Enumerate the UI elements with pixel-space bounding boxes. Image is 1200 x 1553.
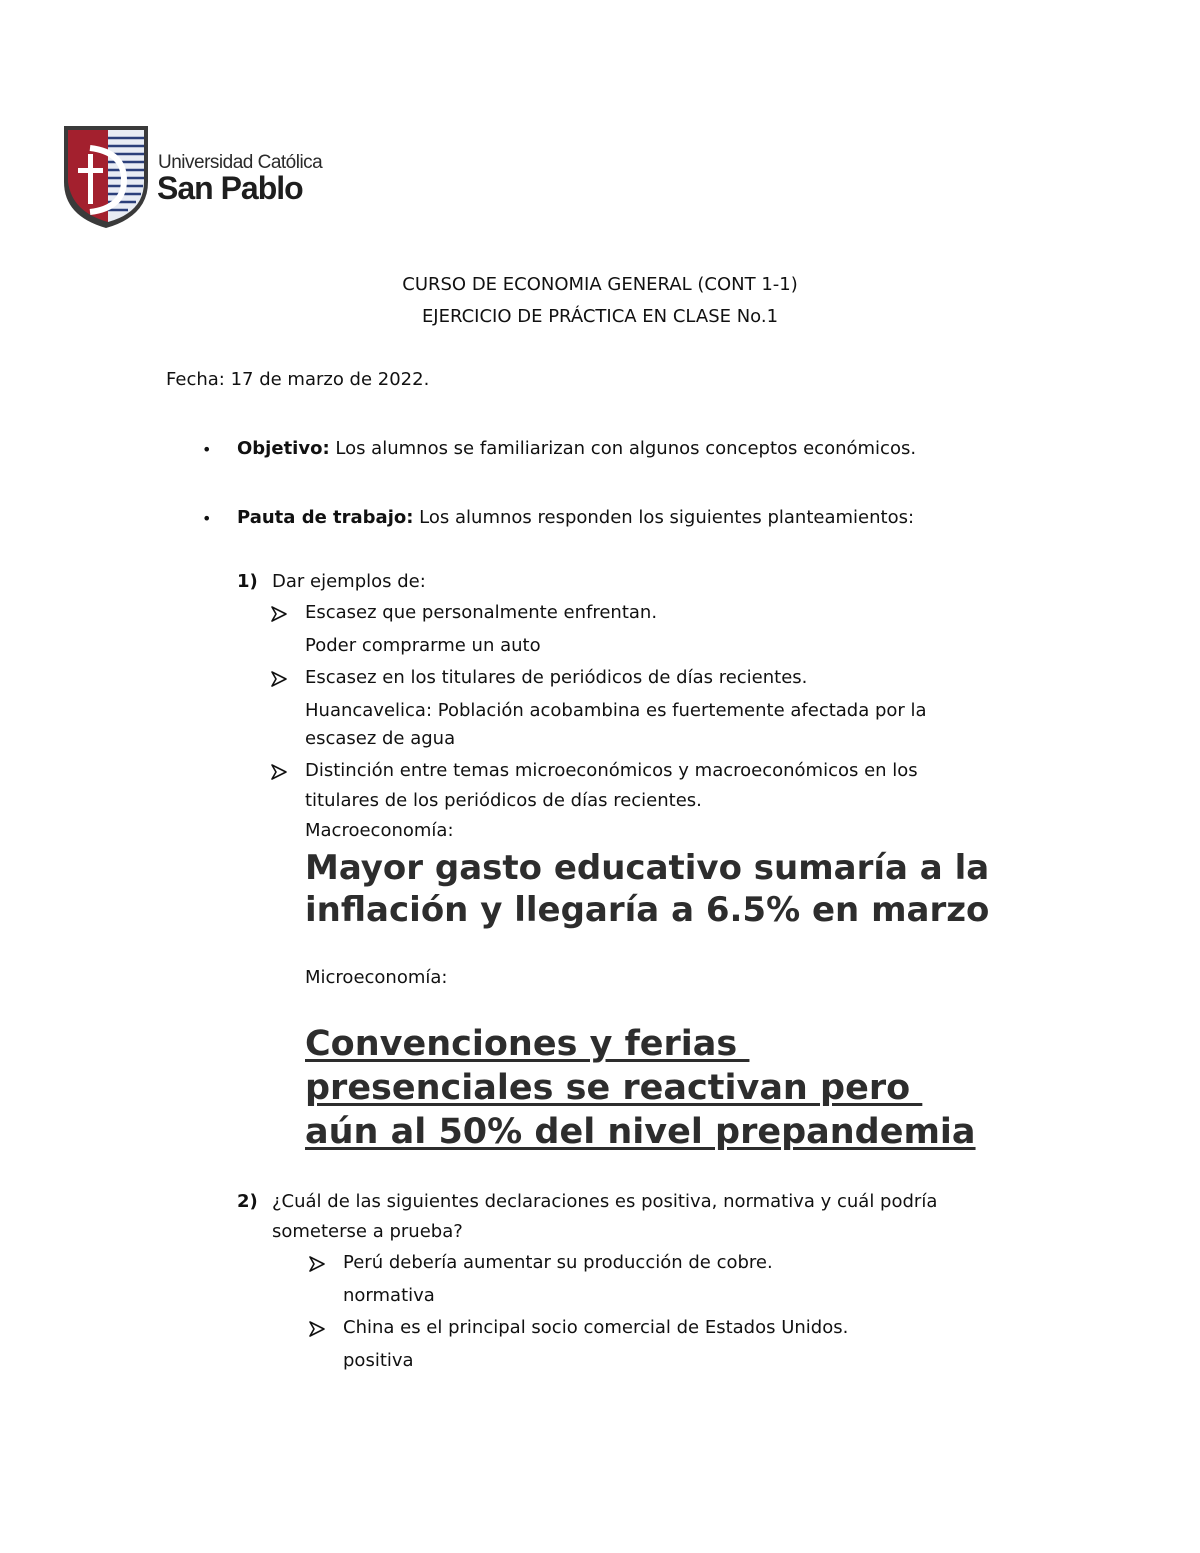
q1-item-1-answer: Poder comprarme un auto	[305, 635, 541, 656]
micro-label: Microeconomía:	[305, 967, 448, 988]
arrow-bullet-icon	[308, 1255, 326, 1273]
date-line: Fecha: 17 de marzo de 2022.	[166, 369, 430, 390]
arrow-bullet-icon	[270, 605, 288, 623]
q1-item-3-text-line1: Distinción entre temas microeconómicos y macroeconómicos en los	[305, 760, 918, 781]
micro-headline-line3: aún al 50% del nivel prepandemia	[305, 1112, 976, 1152]
objective-label: Objetivo:	[237, 438, 330, 459]
question-1-text: Dar ejemplos de:	[272, 571, 426, 592]
arrow-bullet-icon	[270, 763, 288, 781]
q1-item-1-text: Escasez que personalmente enfrentan.	[305, 602, 658, 623]
arrow-bullet-icon	[270, 670, 288, 688]
shield-logo-icon	[62, 124, 150, 230]
micro-headline-line1: Convenciones y ferias	[305, 1024, 750, 1064]
q1-item-2-text: Escasez en los titulares de periódicos de días recientes.	[305, 667, 808, 688]
question-2-text-line2: someterse a prueba?	[272, 1221, 463, 1242]
q2-item-2-text: China es el principal socio comercial de Estados Unidos.	[343, 1317, 849, 1338]
macro-headline	[305, 847, 989, 931]
q2-item-1-answer: normativa	[343, 1285, 435, 1306]
objective-line	[237, 435, 916, 463]
question-2-text-line1: ¿Cuál de las siguientes declaraciones es positiva, normativa y cuál podría	[272, 1191, 938, 1212]
university-logo	[62, 124, 322, 234]
arrow-bullet-icon	[308, 1320, 326, 1338]
q2-item-2-answer: positiva	[343, 1350, 414, 1371]
bullet-dot-icon: •	[202, 440, 212, 459]
question-2-number: 2)	[237, 1191, 258, 1212]
objective-text: Los alumnos se familiarizan con algunos conceptos económicos.	[329, 438, 917, 459]
question-1-number: 1)	[237, 571, 258, 592]
q1-item-2-answer-line2: escasez de agua	[305, 728, 456, 749]
micro-headline	[305, 1022, 976, 1154]
exercise-title: EJERCICIO DE PRÁCTICA EN CLASE No.1	[421, 306, 779, 327]
micro-headline-line2: presenciales se reactivan pero	[305, 1068, 923, 1108]
course-title: CURSO DE ECONOMIA GENERAL (CONT 1-1)	[402, 274, 798, 295]
guideline-text: Los alumnos responden los siguientes planteamientos:	[413, 507, 915, 528]
q2-item-1-text: Perú debería aumentar su producción de cobre.	[343, 1252, 773, 1273]
macro-headline-line1: Mayor gasto educativo sumaría a la	[305, 848, 990, 888]
macro-label: Macroeconomía:	[305, 820, 454, 841]
guideline-label: Pauta de trabajo:	[237, 507, 414, 528]
q1-item-2-answer-line1: Huancavelica: Población acobambina es fuertemente afectada por la	[305, 700, 927, 721]
logo-university-text: Universidad Católica	[158, 152, 323, 173]
logo-san-pablo-text: San Pablo	[157, 170, 303, 206]
macro-headline-line2: inflación y llegaría a 6.5% en marzo	[305, 890, 990, 930]
guideline-line	[237, 504, 914, 532]
bullet-dot-icon: •	[202, 509, 212, 528]
q1-item-3-text-line2: titulares de los periódicos de días recientes.	[305, 790, 702, 811]
